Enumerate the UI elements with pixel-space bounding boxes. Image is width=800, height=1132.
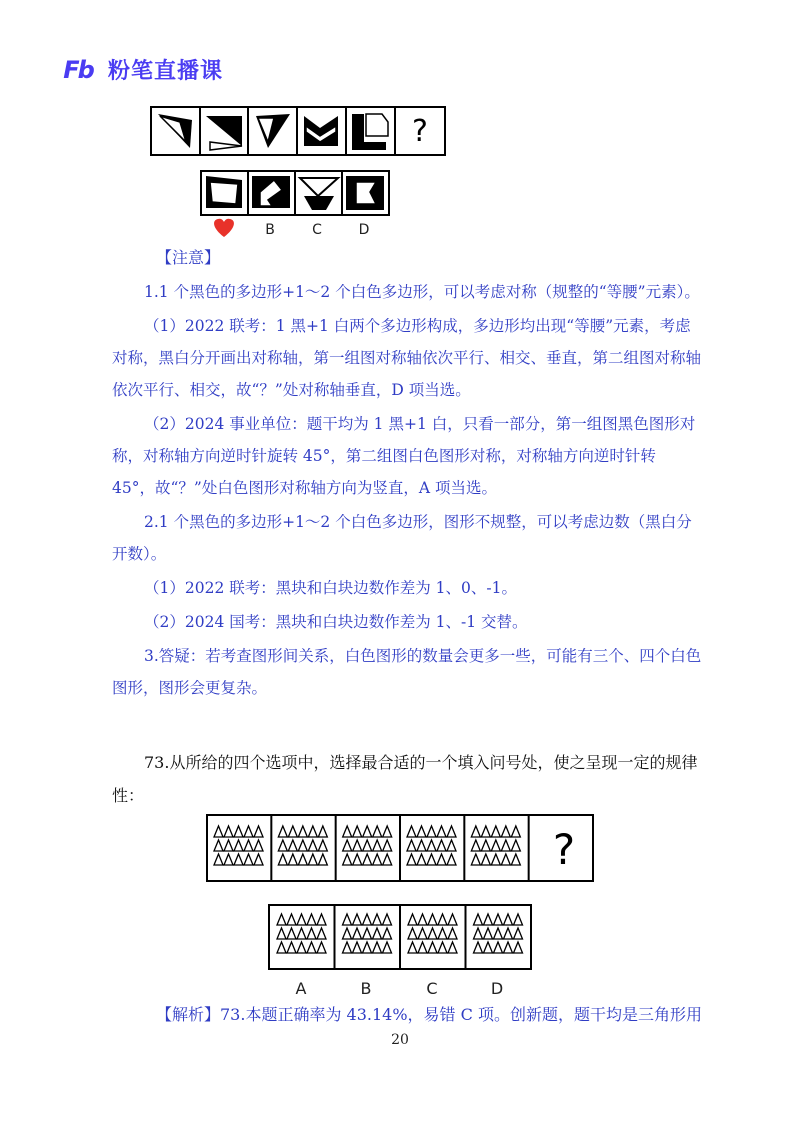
analysis-text: 【解析】73.本题正确率为 43.14%，易错 C 项。创新题，题干均是三角形用: [156, 1005, 702, 1024]
option-label-c: C: [312, 222, 322, 238]
fb-logo-icon: Fb: [63, 55, 93, 84]
option-label-c2: C: [426, 979, 438, 998]
page-number: 20: [391, 1032, 409, 1048]
option-d-shape: [346, 176, 384, 210]
option-label-d2: D: [490, 979, 504, 998]
option-label-b2: B: [360, 979, 372, 998]
note-point-2a: （1）2022 联考：黑块和白块边数作差为 1、0、-1。: [144, 579, 517, 597]
option-label-b: B: [265, 222, 275, 238]
note-point-1b: （2）2024 事业单位：题干均为 1 黑+1 白，只看一部分，第一组图黑色图形对称，对称轴方向逆时针旋转 45°，第二组图白色图形对称，对称轴方向逆时针转 45°，故“？”处白色图形对称轴方向为竖直，A 项当选。: [112, 415, 696, 497]
note-point-1a: （1）2022 联考：1 黑+1 白两个多边形构成，多边形均出现“等腰”元素，考虑对称，黑白分开画出对称轴，第一组图对称轴依次平行、相交、垂直，第二组图对称轴依次平行、相交，故“？”处对称轴垂直，D 项当选。: [112, 317, 702, 399]
note-point-1: 1.1 个黑色的多边形+1～2 个白色多边形，可以考虑对称（规整的“等腰”元素）。: [144, 283, 700, 301]
note-body: [112, 276, 702, 704]
figure1-sequence: [150, 106, 446, 156]
figure1-options: [200, 170, 390, 240]
figure2-sequence: [206, 814, 594, 882]
sequence-cell-5: [352, 114, 388, 150]
note-title: 【注意】: [156, 248, 221, 267]
brand-logo: [58, 54, 223, 85]
option-a-shape: [206, 176, 242, 208]
option-label-d: D: [358, 222, 370, 238]
sequence-question-mark: ?: [412, 114, 428, 149]
brand-name: 粉笔直播课: [108, 59, 224, 84]
note-point-3: 3.答疑：若考查图形间关系，白色图形的数量会更多一些，可能有三个、四个白色图形，图形会更复杂。: [112, 647, 702, 697]
option-b-shape: [252, 176, 290, 208]
note-point-2b: （2）2024 国考：黑块和白块边数作差为 1、-1 交替。: [144, 613, 528, 631]
heart-icon: [214, 219, 234, 237]
option-label-a: A: [295, 979, 307, 998]
question-73-prompt: 73.从所给的四个选项中，选择最合适的一个填入问号处，使之呈现一定的规律性：: [112, 753, 698, 805]
figure2-options: [268, 904, 532, 1002]
figure2-question-mark: ?: [552, 825, 576, 874]
question-73-text: [112, 746, 702, 812]
note-point-2: 2.1 个黑色的多边形+1～2 个白色多边形，图形不规整，可以考虑边数（黑白分开数）。: [112, 513, 692, 563]
